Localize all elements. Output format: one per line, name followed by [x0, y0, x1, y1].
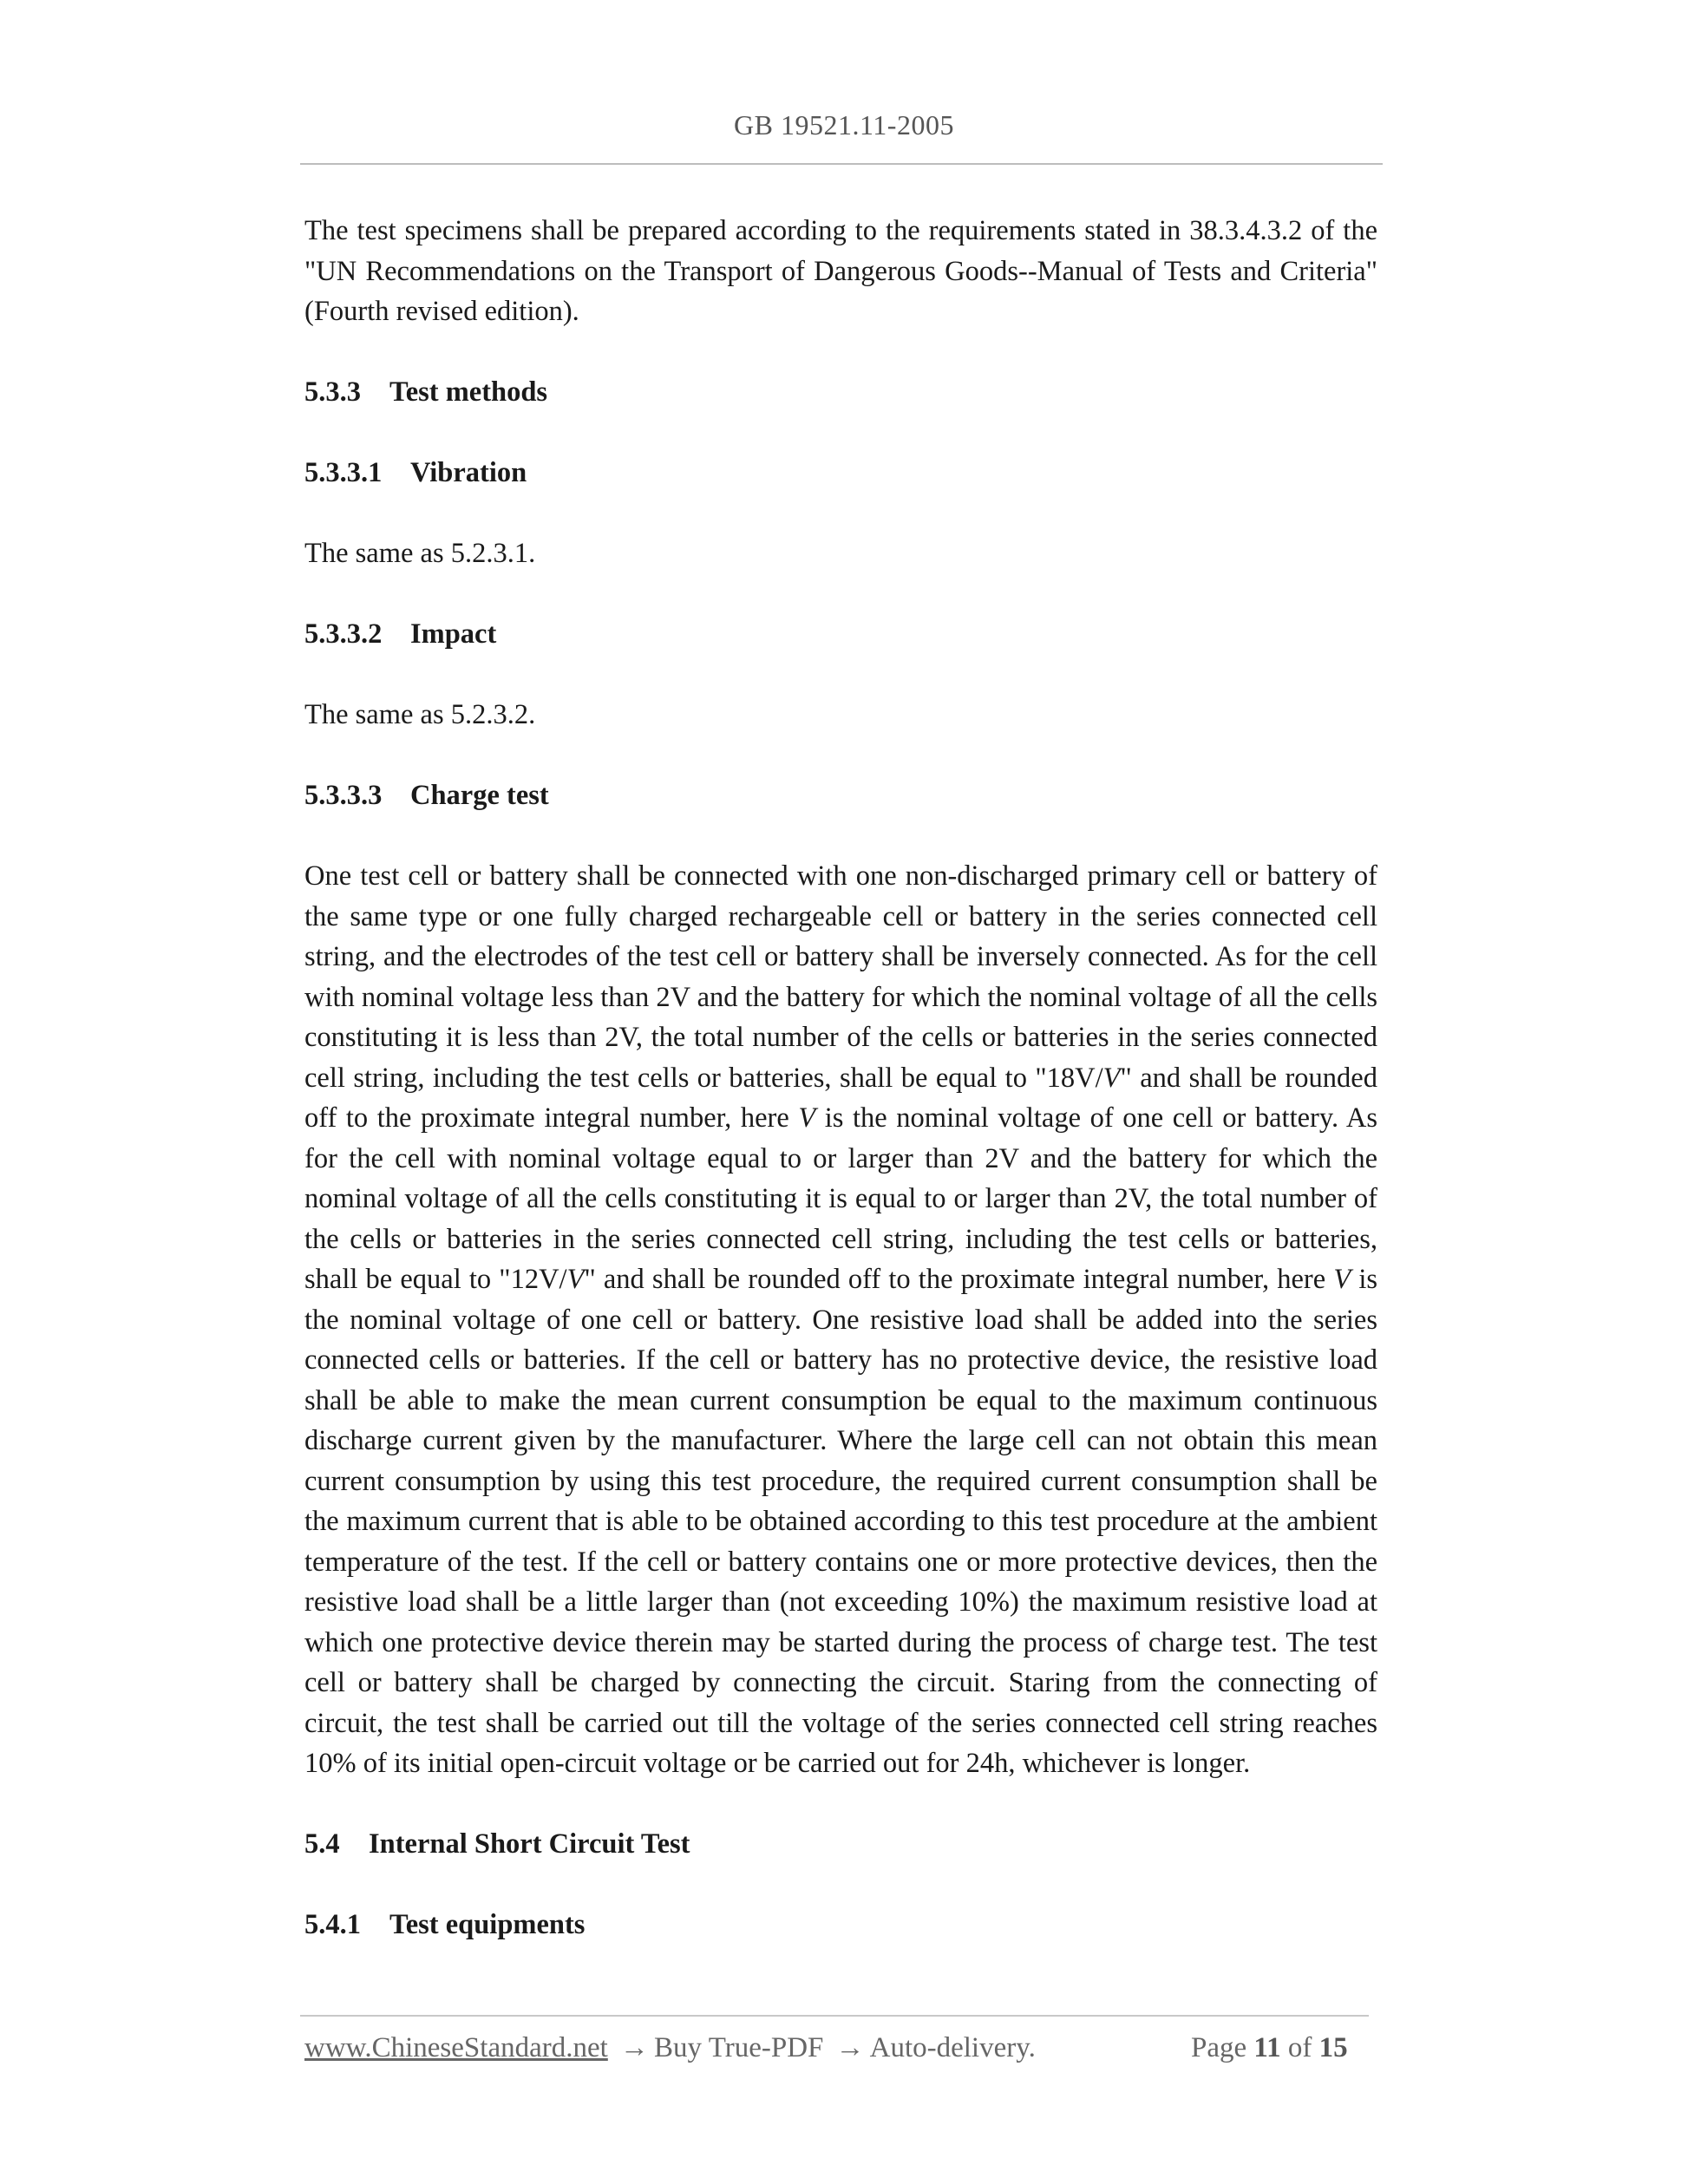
section-number: 5.3.3.1: [304, 457, 383, 488]
section-heading-5-4: [304, 1824, 1377, 1865]
voltage-variable: V: [566, 1264, 585, 1295]
section-heading-5-3-3-1: [304, 453, 1377, 494]
section-heading-5-4-1: [304, 1905, 1377, 1945]
charge-test-text: is the nominal voltage of one cell or battery. As for the cell with nominal voltage equal to or larger than 2V and the battery for which the nominal voltage of all the cells constituting it is equal to or larger than 2V, the total number of the cells or batteries in the series connected cell string, including the test cells or batteries, shall be equal to "12V/: [304, 1102, 1378, 1295]
section-title: Test equipments: [389, 1909, 586, 1940]
arrow-right-icon: →: [620, 2032, 650, 2063]
section-heading-5-3-3: [304, 372, 1377, 413]
vibration-text: The same as 5.2.3.1.: [304, 538, 536, 569]
voltage-variable: V: [1333, 1264, 1351, 1295]
total-pages-number: 15: [1318, 2032, 1348, 2063]
charge-test-text: is the nominal voltage of one cell or battery. One resistive load shall be added into the series connected cells or batteries. If the cell or battery has no protective device, the resistive load shall be able to make the mean current consumption be equal to the maximum continuous discharge current given by the manufacturer. Where the large cell can not obtain this mean current consumption by using this test procedure, the required current consumption shall be the maximum current that is able to be obtained according to this test procedure at the ambient temperature of the test. If the cell or battery contains one or more protective devices, then the resistive load shall be a little larger than (not exceeding 10%) the maximum resistive load at which one protective device therein may be started during the process of charge test. The test cell or battery shall be charged by connecting the circuit. Staring from the connecting of circuit, the test shall be carried out till the voltage of the series connected cell string reaches 10% of its initial open-circuit voltage or be carried out for 24h, whichever is longer.: [304, 1264, 1377, 1779]
impact-text: The same as 5.2.3.2.: [304, 699, 536, 730]
page-label: Page: [1191, 2032, 1247, 2063]
section-number: 5.3.3.3: [304, 780, 383, 811]
voltage-variable: V: [798, 1102, 816, 1134]
section-heading-5-3-3-3: [304, 775, 1377, 816]
document-body: [304, 211, 1377, 1945]
section-number: 5.4: [304, 1828, 340, 1860]
page-indicator: [1191, 2032, 1348, 2064]
section-title: Charge test: [410, 780, 549, 811]
section-number: 5.4.1: [304, 1909, 361, 1940]
charge-test-text: " and shall be rounded off to the proximate integral number, here: [584, 1264, 1334, 1295]
arrow-right-icon: →: [835, 2032, 865, 2063]
chinesestandard-link[interactable]: www.ChineseStandard.net: [304, 2032, 608, 2063]
auto-delivery-text: Auto-delivery.: [869, 2032, 1036, 2063]
charge-test-text: One test cell or battery shall be connected with one non-discharged primary cell or battery of the same type or one fully charged rechargeable cell or battery in the series connected cell string, and the electrodes of the test cell or battery shall be inversely connected. As for the cell with nominal voltage less than 2V and the battery for which the nominal voltage of all the cells constituting it is less than 2V, the total number of the cells or batteries in the series connected cell string, including the test cells or batteries, shall be equal to "18V/: [304, 860, 1377, 1094]
section-title: Test methods: [389, 376, 548, 408]
section-heading-5-3-3-2: [304, 614, 1377, 655]
charge-test-paragraph: [304, 856, 1377, 1784]
section-title: Internal Short Circuit Test: [369, 1828, 690, 1860]
of-label: of: [1287, 2032, 1312, 2063]
header-divider: [300, 163, 1383, 165]
section-number: 5.3.3.2: [304, 618, 383, 650]
intro-paragraph: The test specimens shall be prepared according to the requirements stated in 38.3.4.3.2 of the "UN Recommendations on the Transport of Dangerous Goods--Manual of Tests and Criteria" (Fourth revised edition).: [304, 215, 1377, 327]
section-title: Impact: [410, 618, 497, 650]
section-number: 5.3.3: [304, 376, 361, 408]
footer-divider: [300, 2015, 1369, 2017]
section-title: Vibration: [410, 457, 527, 488]
footer-links: [304, 2032, 1036, 2064]
current-page-number: 11: [1253, 2032, 1281, 2063]
document-id-header: GB 19521.11-2005: [734, 109, 954, 141]
voltage-variable: V: [1102, 1062, 1121, 1094]
buy-pdf-text: Buy True-PDF: [654, 2032, 824, 2063]
charge-test-text: " and shall be rounded off to the proximate integral number, here: [304, 1062, 1377, 1134]
